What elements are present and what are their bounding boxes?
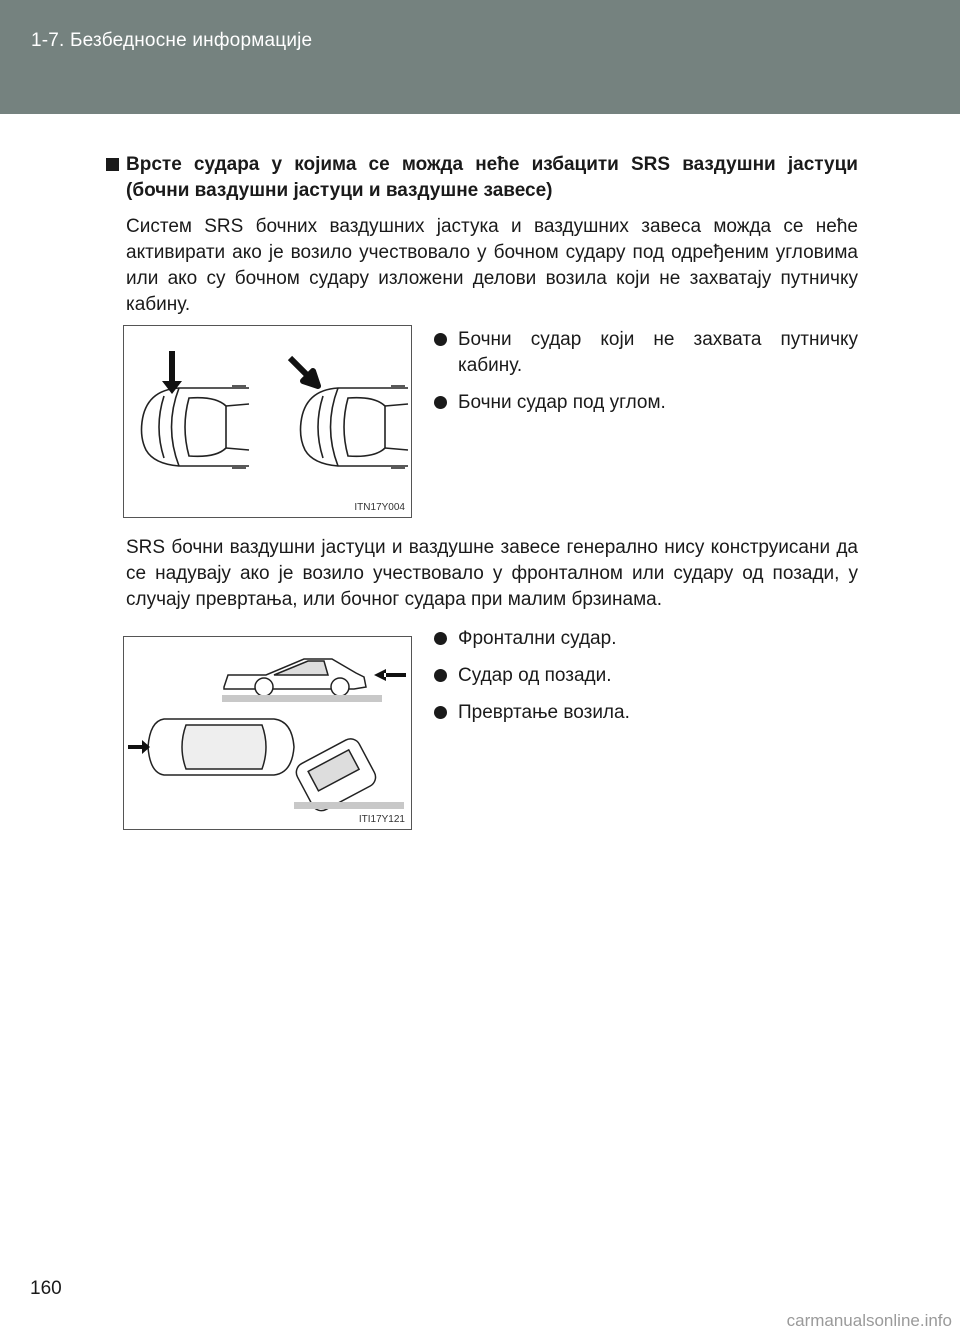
section-heading-text: Врсте судара у којима се можда неће избацити SRS ваздушни јастуци (бочни ваздушни јастуци и ваздушне завесе) [126, 154, 858, 201]
paragraph-non-deploy: SRS бочни ваздушни јастуци и ваздушне завесе генерално нису конструисани да се надувају ако је возило учествовало у фронталном или судару од позади, у случају превртања, или бочног судара при малим брзинама. [126, 537, 858, 610]
collision-types-illustration [124, 637, 411, 829]
arrow-right-icon [128, 740, 150, 754]
list-item-text: Превртање возила. [458, 702, 630, 723]
figure-code: ITN17Y004 [354, 502, 405, 513]
list-item-text: Бочни судар који не захвата путничку кабину. [458, 329, 858, 376]
figure-other-collisions [123, 636, 412, 830]
bullet-icon [434, 706, 447, 719]
ground-line [222, 695, 382, 702]
section-heading [106, 152, 858, 204]
arrow-diagonal-icon [290, 358, 318, 386]
bullet-icon [434, 632, 447, 645]
bullet-icon [434, 333, 447, 346]
watermark: carmanualsonline.info [786, 1311, 952, 1330]
page-header [0, 0, 960, 114]
section-paragraph: Систем SRS бочних ваздушних јастука и ваздушних завеса можда се неће активирати ако је возило учествовало у бочном судару под одређеним угловима или ако су бочном судару изложени делови возила који не захватају путничку кабину. [126, 216, 858, 315]
list-item [432, 327, 858, 379]
chapter-title: 1-7. Безбедносне информације [31, 30, 313, 51]
figure-side-impact [123, 325, 412, 518]
car-top-view-icon [148, 719, 294, 775]
bullet-list-other-collisions [432, 626, 858, 737]
page-number: 160 [30, 1278, 62, 1299]
figure-code: ITI17Y121 [358, 814, 405, 825]
list-item-text: Судар од позади. [458, 665, 612, 686]
list-item-text: Фронтални судар. [458, 628, 617, 649]
list-item [432, 390, 858, 416]
list-item [432, 663, 858, 689]
list-item [432, 700, 858, 726]
car-top-view-icon [301, 386, 409, 468]
car-top-view-icon [142, 386, 250, 468]
bullet-icon [434, 396, 447, 409]
square-bullet-icon [106, 158, 119, 171]
bullet-icon [434, 669, 447, 682]
car-side-view-icon [224, 659, 366, 696]
section [106, 152, 858, 318]
list-item-text: Бочни судар под углом. [458, 392, 666, 413]
arrow-left-icon [374, 669, 406, 681]
list-item [432, 626, 858, 652]
side-impact-illustration [124, 326, 411, 517]
bullet-list-side-impact [432, 327, 858, 427]
ground-line [294, 802, 404, 809]
